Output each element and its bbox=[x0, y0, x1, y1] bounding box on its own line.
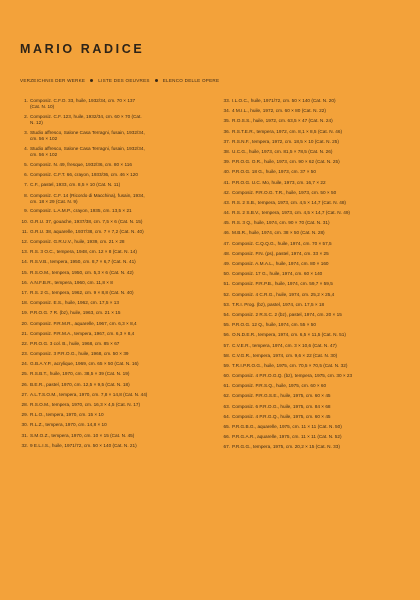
work-number: 15. bbox=[21, 269, 28, 275]
work-number: 14. bbox=[21, 259, 28, 265]
work-entry bbox=[20, 219, 202, 225]
work-description-line: G.B.A.Y.P., acrylique, 1969, cm. 65 × 50 (Cat. N. 16) bbox=[30, 361, 139, 367]
work-entry bbox=[222, 98, 404, 104]
work-entry bbox=[222, 210, 404, 216]
work-description-line: R.S. 3 O.C., tempera, 1948, cm. 12 × 8 (Cat. N. 14) bbox=[30, 249, 137, 255]
work-number: 52. bbox=[223, 291, 230, 297]
work-number: 27. bbox=[21, 391, 28, 397]
work-description-line: Composiz. C.F.T. 66, crayon, 1933/36, cm. 46 × 120 bbox=[30, 172, 138, 178]
work-description-line: 9 E.L.I.S., huile, 1971/72, cm. 50 × 140 (Cat. N. 21) bbox=[30, 442, 137, 448]
work-number: 36. bbox=[223, 128, 230, 134]
work-number: 3. bbox=[24, 129, 28, 135]
work-entry bbox=[222, 220, 404, 226]
work-description-line: C.V.G.R., tempera, 1974, cm. 9,6 × 22 (Cat. N. 30) bbox=[232, 352, 338, 358]
works-list-right-column bbox=[222, 98, 404, 455]
work-entry bbox=[20, 422, 202, 428]
work-description-line: cm. 18 × 29 (Cat. N. 9) bbox=[30, 198, 78, 204]
work-description-line: Composiz. C.Q.Q.G., huile, 1974, cm. 70 × 57,5 bbox=[232, 240, 332, 246]
work-number: 64. bbox=[223, 413, 230, 419]
work-description-line: N. 12) bbox=[30, 120, 43, 126]
work-number: 35. bbox=[223, 118, 230, 124]
work-number: 42. bbox=[223, 189, 230, 195]
work-number: 22. bbox=[21, 340, 28, 346]
work-number: 29. bbox=[21, 412, 28, 418]
work-number: 8. bbox=[24, 192, 28, 198]
work-entry bbox=[20, 392, 202, 398]
work-entry bbox=[20, 259, 202, 265]
work-description-line: M.B.R., huile, 1974, cm. 38 × 50 (Cat. N. 28) bbox=[232, 230, 325, 236]
work-number: 6. bbox=[24, 172, 28, 178]
work-number: 5. bbox=[24, 161, 28, 167]
work-number: 7. bbox=[24, 182, 28, 188]
work-number: 23. bbox=[21, 351, 28, 357]
work-entry bbox=[20, 239, 202, 245]
work-entry bbox=[20, 114, 202, 127]
work-description-line: Composiz. 4 P.R.O.G.Q. (bz), tempera, 1975, cm. 30 × 23 bbox=[232, 373, 353, 379]
work-description-line: Composiz. 6 P.R.O.G., huile, 1975, cm. 84 × 68 bbox=[232, 403, 331, 409]
work-entry bbox=[20, 98, 202, 111]
work-number: 56. bbox=[223, 332, 230, 338]
work-number: 67. bbox=[223, 444, 230, 450]
work-entry bbox=[222, 373, 404, 379]
work-number: 55. bbox=[223, 322, 230, 328]
works-list-left-column bbox=[20, 98, 202, 453]
work-entry bbox=[20, 146, 202, 159]
work-number: 32. bbox=[21, 442, 28, 448]
work-number: 28. bbox=[21, 402, 28, 408]
work-entry bbox=[20, 371, 202, 377]
work-entry bbox=[222, 322, 404, 328]
work-entry bbox=[222, 108, 404, 114]
work-entry bbox=[20, 341, 202, 347]
work-number: 20. bbox=[21, 320, 28, 326]
work-description-line: cm. 56 × 102 bbox=[30, 152, 58, 158]
work-number: 50. bbox=[223, 271, 230, 277]
work-number: 47. bbox=[223, 240, 230, 246]
work-description-line: Composiz. 2 R.S.C. 2 (bz), pastel, 1974, cm. 20 × 15 bbox=[232, 311, 342, 317]
work-number: 48. bbox=[223, 250, 230, 256]
work-entry bbox=[222, 149, 404, 155]
work-entry bbox=[20, 321, 202, 327]
work-description-line: R.S. 2 S.B.V., tempera, 1973, cm. 4,5 × 14,7 (Cat. N. 49) bbox=[232, 210, 350, 216]
work-number: 24. bbox=[21, 361, 28, 367]
work-description-line: Composiz. 4 P.R.G.Q., huile, 1975, cm. 60 × 45 bbox=[232, 413, 331, 419]
bullet-dot-icon bbox=[155, 79, 158, 82]
work-entry bbox=[222, 393, 404, 399]
work-number: 59. bbox=[223, 362, 230, 368]
work-entry bbox=[222, 190, 404, 196]
work-entry bbox=[20, 382, 202, 388]
work-entry bbox=[222, 434, 404, 440]
work-entry bbox=[222, 383, 404, 389]
work-description-line: T.R.I. Prog. (bz), pastel, 1974, cm. 17,5 × 18 bbox=[232, 301, 325, 307]
work-number: 12. bbox=[21, 239, 28, 245]
work-number: 18. bbox=[21, 300, 28, 306]
work-number: 30. bbox=[21, 422, 28, 428]
bullet-dot-icon bbox=[90, 79, 93, 82]
work-number: 65. bbox=[223, 424, 230, 429]
work-description-line: P.R.O.G. 3 col. B., huile, 1968, cm. 85 × 67 bbox=[30, 340, 120, 346]
work-entry bbox=[222, 129, 404, 135]
work-entry bbox=[20, 351, 202, 357]
work-description-line: P.R.O.G. O.R., huile, 1973, cm. 90 × 62 (Cat. N. 25) bbox=[232, 159, 340, 165]
work-number: 46. bbox=[223, 230, 230, 236]
work-number: 44. bbox=[223, 210, 230, 216]
work-description-line: R.S.O.M., tempera, 1970, cm. 16,3 × 4,5 (Cat. N. 17) bbox=[30, 402, 141, 408]
work-description-line: R.O.S.S., huile, 1972, cm. 63,5 × 47 (Cat. N. 24) bbox=[232, 118, 333, 124]
work-number: 13. bbox=[21, 249, 28, 255]
work-number: 17. bbox=[21, 289, 28, 295]
work-number: 62. bbox=[223, 393, 230, 399]
work-description-line: R.L.Z., tempera, 1970, cm. 14,8 × 10 bbox=[30, 422, 107, 428]
work-number: 63. bbox=[223, 403, 230, 409]
work-number: 40. bbox=[223, 169, 230, 175]
work-entry bbox=[222, 424, 404, 430]
work-entry bbox=[20, 270, 202, 276]
work-number: 1. bbox=[24, 98, 28, 103]
work-description-line: Composiz. C.F. 123, huile, 1932/34, cm. 60 × 70 (Cat. bbox=[30, 113, 142, 119]
work-description-line: P.R.G.A.R., aquarelle, 1975, cm. 11 × 11 (Cat. N. 52) bbox=[232, 434, 342, 440]
work-description-line: P.R.O.G. 18 G., huile, 1973, cm. 37 × 50 bbox=[232, 169, 316, 175]
work-number: 45. bbox=[223, 220, 230, 226]
work-description-line: P.R.O.G. U.C. Mo, huile, 1973, cm. 16,7 × 22 bbox=[232, 179, 326, 185]
work-entry bbox=[222, 230, 404, 236]
work-number: 16. bbox=[21, 279, 28, 285]
subtitle-german: VERZEICHNIS DER WERKE bbox=[20, 78, 86, 83]
work-description-line: R.S. 2 S.B., tempera, 1973, cm. 4,5 × 14,7 (Cat. N. 48) bbox=[232, 199, 346, 205]
work-entry bbox=[20, 193, 202, 206]
work-number: 19. bbox=[21, 310, 28, 316]
work-entry bbox=[20, 162, 202, 168]
work-number: 49. bbox=[223, 261, 230, 266]
page-title: MARIO RADICE bbox=[20, 42, 145, 56]
work-description-line: P.R.G.B.G., aquarelle, 1975, cm. 11 × 11 (Cat. N. 50) bbox=[232, 424, 342, 429]
work-description-line: Composiz. C.F.O. 33, huile, 1932/34, cm. 70 × 137 bbox=[30, 98, 136, 103]
work-description-line: R.S.V.B., tempera, 1950, cm. 8,7 × 6,7 (Cat. N. 41) bbox=[30, 259, 136, 265]
work-description-line: O.N.D.E.R., tempera, 1974, cm. 6,5 × 11,5 (Cat. N. 51) bbox=[232, 332, 346, 338]
work-description-line: A.L.T.S.O.M., tempera, 1970, cm. 7,8 × 14,8 (Cat. N. 44) bbox=[30, 391, 148, 397]
work-number: 58. bbox=[223, 352, 230, 358]
work-description-line: Composiz. L.A.M.P., crayon, 1935, cm. 13,5 × 21 bbox=[30, 208, 132, 214]
work-number: 66. bbox=[223, 434, 230, 440]
work-description-line: Composiz. P.N. (ps), pastel, 1974, cm. 33 × 25 bbox=[232, 250, 329, 256]
work-description-line: Composiz. 4 C.R.G., huile, 1974, cm. 25,2 × 25,4 bbox=[232, 291, 335, 297]
work-description-line: B.E.R., pastel, 1970, cm. 12,5 × 9,5 (Cat. N. 18) bbox=[30, 381, 130, 387]
work-description-line: Composiz. P.R.M.A., tempera, 1967, cm. 6,3 × 8,4 bbox=[30, 330, 135, 336]
work-description-line: Composiz. P.R.S.Q., huile, 1975, cm. 60 × 60 bbox=[232, 383, 327, 389]
catalogue-subtitle bbox=[20, 78, 219, 83]
work-description-line: Composiz. P.R.M.R., aquarelle, 1967, cm. 6,3 × 8,4 bbox=[30, 320, 137, 326]
work-description-line: A.N.F.B.R., tempera, 1960, cm. 11,8 × 8 bbox=[30, 279, 113, 285]
work-description-line: R.S.N.F., tempera, 1972, cm. 18,5 × 10 (Cat. N. 25) bbox=[232, 138, 339, 144]
work-description-line: Composiz. G.R.U.V., huile, 1939, cm. 21 × 28 bbox=[30, 239, 125, 245]
work-number: 41. bbox=[223, 179, 230, 185]
work-entry bbox=[20, 361, 202, 367]
work-description-line: Composiz. 3 P.R.O.G., huile, 1968, cm. 50 × 39 bbox=[30, 351, 129, 357]
work-entry bbox=[20, 300, 202, 306]
work-number: 37. bbox=[223, 138, 230, 144]
work-description-line: Composiz. P.R.P.B., huile, 1974, cm. 59,7 × 59,5 bbox=[232, 281, 333, 287]
work-entry bbox=[20, 290, 202, 296]
work-description-line: Composiz. P.R.G.S.E., huile, 1975, cm. 60 × 45 bbox=[232, 393, 331, 399]
work-description-line: G.R.U. 38, aquarelle, 1937/38, cm. 7 × 7,2 (Cat. N. 40) bbox=[30, 228, 144, 234]
work-number: 11. bbox=[21, 228, 28, 234]
work-number: 25. bbox=[21, 371, 28, 377]
work-number: 57. bbox=[223, 342, 230, 348]
work-entry bbox=[222, 241, 404, 247]
work-entry bbox=[20, 402, 202, 408]
work-entry bbox=[222, 271, 404, 277]
work-entry bbox=[222, 169, 404, 175]
work-entry bbox=[222, 404, 404, 410]
work-description-line: P.R.O.G. 12 Q., huile, 1974, cm. 55 × 50 bbox=[232, 322, 316, 328]
work-number: 51. bbox=[223, 281, 230, 287]
work-description-line: R.S.T.E.R., tempera, 1972, cm. 8,1 × 8,5 (Cat. N. 46) bbox=[232, 128, 343, 134]
work-entry bbox=[20, 310, 202, 316]
work-entry bbox=[222, 363, 404, 369]
work-description-line: R.S. 3 Q., huile, 1974, cm. 90 × 70 (Cat. N. 31) bbox=[232, 220, 330, 226]
work-number: 26. bbox=[21, 381, 28, 387]
work-entry bbox=[222, 281, 404, 287]
work-description-line: Studio affresco, Salone Casa Terragni, fusain, 1932/34, bbox=[30, 129, 145, 135]
work-description-line: Composiz. P.R.O.G. T.R., huile, 1973, cm. 50 × 50 bbox=[232, 189, 337, 195]
work-description-line: Composiz. N. 49, fresque, 1932/36, cm. 80 × 116 bbox=[30, 161, 132, 167]
work-number: 61. bbox=[223, 383, 230, 389]
work-description-line: P.R.O.G. 7 R. (bz), huile, 1963, cm. 21 × 15 bbox=[30, 310, 121, 316]
work-description-line: R.S.O.M., tempera, 1950, cm. 5,3 × 6 (Cat. N. 42) bbox=[30, 269, 134, 275]
work-entry bbox=[222, 292, 404, 298]
work-entry bbox=[20, 249, 202, 255]
work-description-line: C.V.E.R., tempera, 1974, cm. 3 × 10,6 (Cat. N. 47) bbox=[232, 342, 337, 348]
work-number: 34. bbox=[223, 108, 230, 114]
work-entry bbox=[20, 443, 202, 449]
work-number: 39. bbox=[223, 159, 230, 165]
work-entry bbox=[222, 200, 404, 206]
work-description-line: Composiz. E.S., huile, 1962, cm. 17,5 × 13 bbox=[30, 300, 119, 306]
work-entry bbox=[20, 208, 202, 214]
work-description-line: R.L.O., tempera, 1970, cm. 15 × 10 bbox=[30, 412, 104, 418]
work-description-line: Composiz. C.F. 14 (Ricordo di Macchina), fusain, 1934, bbox=[30, 192, 145, 198]
work-description-line: Composiz. A.M.A.L., huile, 1974, cm. 80 × 160 bbox=[232, 261, 329, 266]
work-entry bbox=[20, 229, 202, 235]
work-description-line: 4 M.I.L., huile, 1972, cm. 60 × 80 (Cat. N. 22) bbox=[232, 108, 326, 114]
work-entry bbox=[222, 118, 404, 124]
work-entry bbox=[20, 130, 202, 143]
work-number: 38. bbox=[223, 148, 230, 154]
work-number: 9. bbox=[24, 208, 28, 214]
work-description-line: Composiz. 17 G., huile, 1974, cm. 60 × 140 bbox=[232, 271, 323, 277]
work-description-line: R.S. 2 G., tempera, 1962, cm. 9 × 8,8 (Cat. N. 40) bbox=[30, 289, 134, 295]
work-entry bbox=[222, 343, 404, 349]
work-description-line: Studio affresco, Salone Casa Terragni, fusain, 1932/34, bbox=[30, 145, 145, 151]
work-entry bbox=[222, 251, 404, 257]
work-entry bbox=[222, 332, 404, 338]
work-number: 31. bbox=[21, 432, 28, 438]
work-number: 4. bbox=[24, 145, 28, 151]
work-number: 60. bbox=[223, 373, 230, 379]
work-entry bbox=[222, 444, 404, 450]
work-number: 21. bbox=[21, 330, 28, 336]
work-entry bbox=[20, 182, 202, 188]
work-entry bbox=[20, 172, 202, 178]
work-entry bbox=[222, 353, 404, 359]
work-entry bbox=[222, 302, 404, 308]
work-description-line: T.R.I.P.R.O.G., huile, 1975, cm. 70,5 × 70,5 (Cat. N. 32) bbox=[232, 362, 348, 368]
work-description-line: I.L.O.C., huile, 1971/72, cm. 50 × 140 (Cat. N. 20) bbox=[232, 98, 336, 103]
subtitle-french: LISTE DES OEUVRES bbox=[98, 78, 150, 83]
work-description-line: C.F., pastel, 1933, cm. 8,5 × 10 (Cat. N. 11) bbox=[30, 182, 121, 188]
work-entry bbox=[20, 280, 202, 286]
work-number: 33. bbox=[223, 98, 230, 103]
work-description-line: U.C.G., huile, 1973, cm. 81,5 × 78,5 (Cat. N. 26) bbox=[232, 148, 333, 154]
work-number: 2. bbox=[24, 113, 28, 119]
work-number: 54. bbox=[223, 311, 230, 317]
work-entry bbox=[222, 139, 404, 145]
work-number: 10. bbox=[21, 218, 28, 224]
work-description-line: R.S.B.T., huile, 1970, cm. 38,5 × 39 (Cat. N. 19) bbox=[30, 371, 130, 377]
work-entry bbox=[222, 414, 404, 420]
work-entry bbox=[222, 312, 404, 318]
work-entry bbox=[20, 433, 202, 439]
work-description-line: G.R.U. 37, gouache, 1937/38, cm. 7,5 × 6 (Cat. N. 15) bbox=[30, 218, 143, 224]
work-number: 53. bbox=[223, 301, 230, 307]
subtitle-italian: ELENCO DELLE OPERE bbox=[162, 78, 220, 83]
work-entry bbox=[222, 159, 404, 165]
work-entry bbox=[222, 261, 404, 267]
work-number: 43. bbox=[223, 199, 230, 205]
work-entry bbox=[222, 180, 404, 186]
work-description-line: S.M.O.Z., tempera, 1970, cm. 10 × 15 (Cat. N. 45) bbox=[30, 432, 135, 438]
work-entry bbox=[20, 412, 202, 418]
work-entry bbox=[20, 331, 202, 337]
work-description-line: P.R.G.G., tempera, 1975, cm. 20,2 × 15 (Cat. N. 33) bbox=[232, 444, 340, 450]
work-description-line: cm. 56 × 102 bbox=[30, 136, 58, 142]
work-description-line: (Cat. N. 10) bbox=[30, 104, 55, 110]
